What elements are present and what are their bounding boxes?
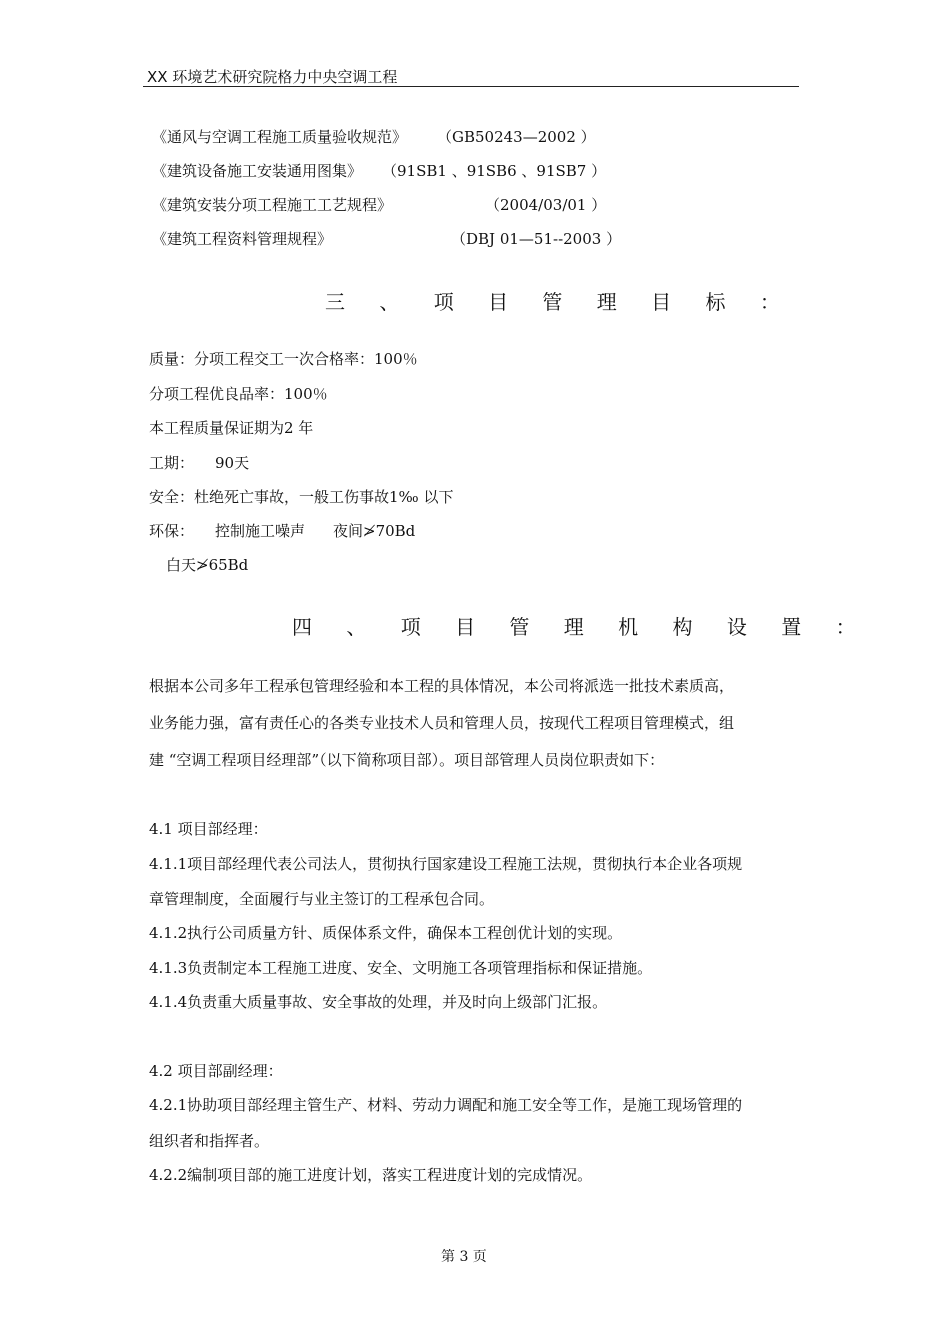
goal-env-night: 夜间≯70Bd	[333, 522, 416, 540]
goal-env-day: 白天≯65Bd	[166, 556, 249, 574]
section-heading-3: 三 、 项 目 管 理 目 标 ：	[325, 290, 794, 314]
duty-line: 4.2.2编制项目部的施工进度计划，落实工程进度计划的完成情况。	[149, 1166, 593, 1184]
duty-line: 4.2.1协助项目部经理主管生产、材料、劳动力调配和施工安全等工作，是施工现场管理的	[149, 1096, 743, 1114]
duty-line: 4.1.1项目部经理代表公司法人，贯彻执行国家建设工程施工法规，贯彻执行本企业各项规	[149, 855, 743, 873]
standard-name: 《建筑安装分项工程施工工艺规程》	[152, 196, 393, 214]
goal-period-label: 工期：	[149, 454, 195, 472]
subsection-title-4-1: 4.1 项目部经理：	[149, 820, 268, 838]
intro-line: 业务能力强，富有责任心的各类专业技术人员和管理人员，按现代工程项目管理模式，组	[149, 714, 735, 732]
goal-safety: 安全：杜绝死亡事故，一般工伤事故1‰ 以下	[149, 488, 454, 506]
page-number: 第 3 页	[441, 1249, 487, 1265]
goal-warranty: 本工程质量保证期为2 年	[149, 419, 314, 437]
duty-line: 4.1.4负责重大质量事故、安全事故的处理，并及时向上级部门汇报。	[149, 993, 608, 1011]
duty-line: 4.1.3负责制定本工程施工进度、安全、文明施工各项管理指标和保证措施。	[149, 959, 653, 977]
duty-line: 章管理制度，全面履行与业主签订的工程承包合同。	[149, 890, 495, 908]
standard-code: （GB50243—2002 ）	[437, 128, 596, 146]
goal-env-noise: 控制施工噪声	[215, 522, 306, 540]
standard-name: 《建筑设备施工安装通用图集》	[152, 162, 363, 180]
goal-quality: 质量：分项工程交工一次合格率：100％	[149, 350, 418, 368]
goal-excellent: 分项工程优良品率：100％	[149, 385, 328, 403]
standard-name: 《通风与空调工程施工质量验收规范》	[152, 128, 408, 146]
subsection-title-4-2: 4.2 项目部副经理：	[149, 1062, 283, 1080]
intro-line: 根据本公司多年工程承包管理经验和本工程的具体情况，本公司将派选一批技术素质高，	[149, 677, 735, 695]
goal-env-label: 环保：	[149, 522, 195, 540]
standard-code: （2004/03/01 ）	[485, 196, 607, 214]
intro-line: 建 “空调工程项目经理部”（以下简称项目部）。项目部管理人员岗位职责如下：	[149, 751, 665, 769]
standard-code: （DBJ 01—51--2003 ）	[451, 230, 622, 248]
header-rule	[143, 86, 799, 87]
section-heading-4: 四 、 项 目 管 理 机 构 设 置 ：	[292, 615, 870, 639]
header-title: XX 环境艺术研究院格力中央空调工程	[147, 68, 398, 86]
duty-line: 组织者和指挥者。	[149, 1132, 270, 1150]
standard-name: 《建筑工程资料管理规程》	[152, 230, 333, 248]
goal-period-value: 90天	[215, 454, 250, 472]
duty-line: 4.1.2执行公司质量方针、质保体系文件，确保本工程创优计划的实现。	[149, 924, 623, 942]
standard-code: （91SB1 、91SB6 、91SB7 ）	[382, 162, 607, 180]
